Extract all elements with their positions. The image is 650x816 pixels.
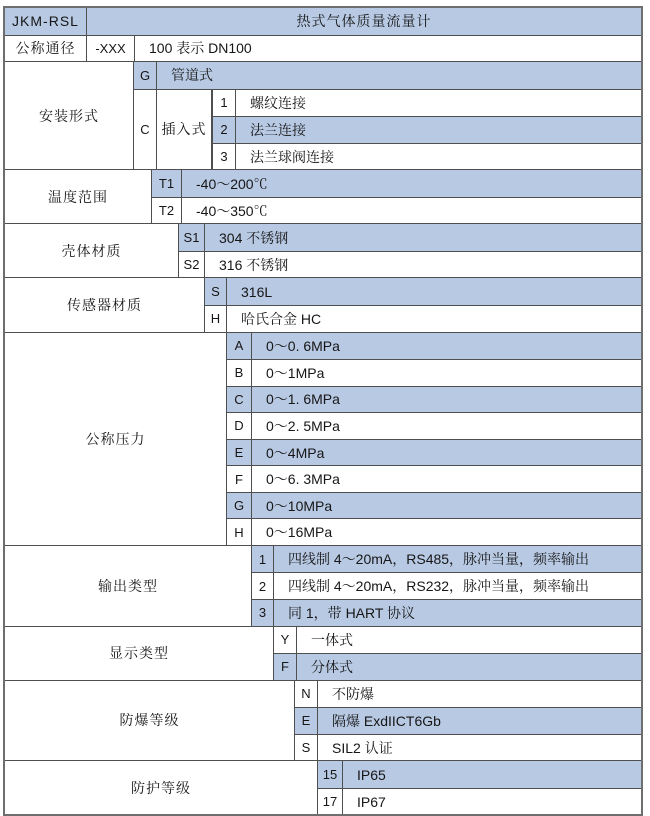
option-row bbox=[226, 465, 641, 492]
option-desc: 0～1. 6MPa bbox=[251, 387, 641, 413]
option-row bbox=[317, 761, 641, 788]
option-code: S1 bbox=[178, 224, 204, 251]
section-label: 公称通径 bbox=[15, 40, 76, 57]
option-code: 1 bbox=[212, 90, 235, 117]
option-row bbox=[251, 546, 641, 573]
option-code: S2 bbox=[178, 252, 204, 278]
option-code: 3 bbox=[251, 600, 273, 626]
option-row bbox=[273, 627, 641, 654]
header-row bbox=[5, 8, 641, 35]
option-row bbox=[294, 681, 641, 708]
option-row bbox=[294, 707, 641, 734]
option-code: E bbox=[226, 440, 251, 466]
option-code: F bbox=[226, 466, 251, 492]
option-row bbox=[212, 90, 641, 117]
section-installation-type bbox=[5, 61, 641, 169]
option-code: B bbox=[226, 360, 251, 386]
option-desc: 0～0. 6MPa bbox=[251, 333, 641, 360]
option-code: T1 bbox=[151, 170, 181, 197]
option-code: C bbox=[133, 90, 156, 170]
option-code: G bbox=[226, 493, 251, 519]
option-row bbox=[273, 653, 641, 680]
option-code: T2 bbox=[151, 198, 181, 224]
insert-type-group bbox=[133, 89, 641, 170]
section-label: 安装形式 bbox=[39, 107, 99, 124]
option-code: -XXX bbox=[86, 36, 134, 62]
option-row bbox=[133, 62, 641, 89]
option-desc: 0～4MPa bbox=[251, 440, 641, 466]
option-row bbox=[226, 333, 641, 360]
option-row bbox=[204, 278, 641, 305]
option-desc: -40～350℃ bbox=[181, 198, 641, 224]
section-label: 公称压力 bbox=[85, 430, 146, 447]
option-desc: 0～10MPa bbox=[251, 493, 641, 519]
option-row bbox=[151, 170, 641, 197]
option-code: A bbox=[226, 333, 251, 360]
section-label: 温度范围 bbox=[48, 188, 108, 205]
option-row bbox=[226, 359, 641, 386]
option-row bbox=[226, 412, 641, 439]
option-code: C bbox=[226, 387, 251, 413]
option-code: 15 bbox=[317, 761, 342, 788]
option-row bbox=[212, 116, 641, 143]
section-housing-material bbox=[5, 223, 641, 277]
option-desc: 100 表示 DN100 bbox=[134, 36, 641, 62]
option-row bbox=[251, 599, 641, 626]
option-code: 1 bbox=[251, 546, 273, 573]
section-nominal-diameter bbox=[5, 35, 641, 62]
section-label: 传感器材质 bbox=[67, 297, 142, 314]
section-label: 壳体材质 bbox=[61, 242, 122, 259]
option-desc: 304 不锈钢 bbox=[204, 224, 641, 251]
option-desc: 哈氏合金 HC bbox=[226, 306, 641, 332]
model-selection-table bbox=[3, 6, 643, 816]
option-desc: 一体式 bbox=[296, 627, 641, 654]
section-label: 显示类型 bbox=[109, 645, 169, 662]
option-desc: 分体式 bbox=[296, 654, 641, 680]
section-display-type bbox=[5, 626, 641, 680]
section-sensor-material bbox=[5, 277, 641, 331]
option-desc: SIL2 认证 bbox=[317, 735, 641, 761]
section-label: 输出类型 bbox=[98, 577, 158, 594]
option-desc: 四线制 4～20mA，RS485，脉冲当量，频率输出 bbox=[273, 546, 641, 573]
option-code: S bbox=[204, 278, 226, 305]
option-desc: 法兰球阀连接 bbox=[235, 144, 641, 170]
section-temperature-range bbox=[5, 169, 641, 223]
product-title: 热式气体质量流量计 bbox=[86, 8, 641, 35]
option-code: N bbox=[294, 681, 317, 708]
option-code: 3 bbox=[212, 144, 235, 170]
insert-type-label: 插入式 bbox=[156, 90, 211, 170]
option-code: 2 bbox=[212, 117, 235, 143]
option-row bbox=[226, 492, 641, 519]
option-desc: 0～1MPa bbox=[251, 360, 641, 386]
section-label: 防护等级 bbox=[131, 779, 191, 796]
option-row bbox=[226, 518, 641, 545]
option-code: H bbox=[204, 306, 226, 332]
option-code: D bbox=[226, 413, 251, 439]
option-desc: 316L bbox=[226, 278, 641, 305]
option-desc: 隔爆 ExdIICT6Gb bbox=[317, 708, 641, 734]
option-row bbox=[204, 305, 641, 332]
option-row bbox=[317, 788, 641, 815]
option-desc: IP65 bbox=[342, 761, 641, 788]
option-desc: 四线制 4～20mA，RS232，脉冲当量，频率输出 bbox=[273, 573, 641, 599]
option-desc: 0～16MPa bbox=[251, 519, 641, 545]
option-code: Y bbox=[273, 627, 296, 654]
option-row bbox=[226, 386, 641, 413]
option-row bbox=[251, 572, 641, 599]
option-desc: 螺纹连接 bbox=[235, 90, 641, 117]
option-code: H bbox=[226, 519, 251, 545]
option-code: 2 bbox=[251, 573, 273, 599]
option-code: F bbox=[273, 654, 296, 680]
option-desc: 法兰连接 bbox=[235, 117, 641, 143]
option-row bbox=[151, 197, 641, 224]
option-code: E bbox=[294, 708, 317, 734]
option-desc: IP67 bbox=[342, 789, 641, 815]
option-desc: -40～200℃ bbox=[181, 170, 641, 197]
section-nominal-pressure bbox=[5, 332, 641, 545]
option-code: G bbox=[133, 62, 156, 89]
section-explosion-proof-grade bbox=[5, 680, 641, 761]
option-desc: 不防爆 bbox=[317, 681, 641, 708]
option-desc: 同 1，带 HART 协议 bbox=[273, 600, 641, 626]
option-row bbox=[294, 734, 641, 761]
option-row bbox=[226, 439, 641, 466]
option-desc: 管道式 bbox=[156, 62, 641, 89]
section-label: 防爆等级 bbox=[119, 712, 180, 729]
section-output-type bbox=[5, 545, 641, 626]
option-code: 17 bbox=[317, 789, 342, 815]
option-code: S bbox=[294, 735, 317, 761]
option-desc: 0～6. 3MPa bbox=[251, 466, 641, 492]
option-desc: 316 不锈钢 bbox=[204, 252, 641, 278]
option-row bbox=[178, 251, 641, 278]
option-row bbox=[212, 143, 641, 170]
section-protection-grade bbox=[5, 760, 641, 814]
option-desc: 0～2. 5MPa bbox=[251, 413, 641, 439]
model-code: JKM-RSL bbox=[12, 13, 79, 30]
option-row bbox=[178, 224, 641, 251]
